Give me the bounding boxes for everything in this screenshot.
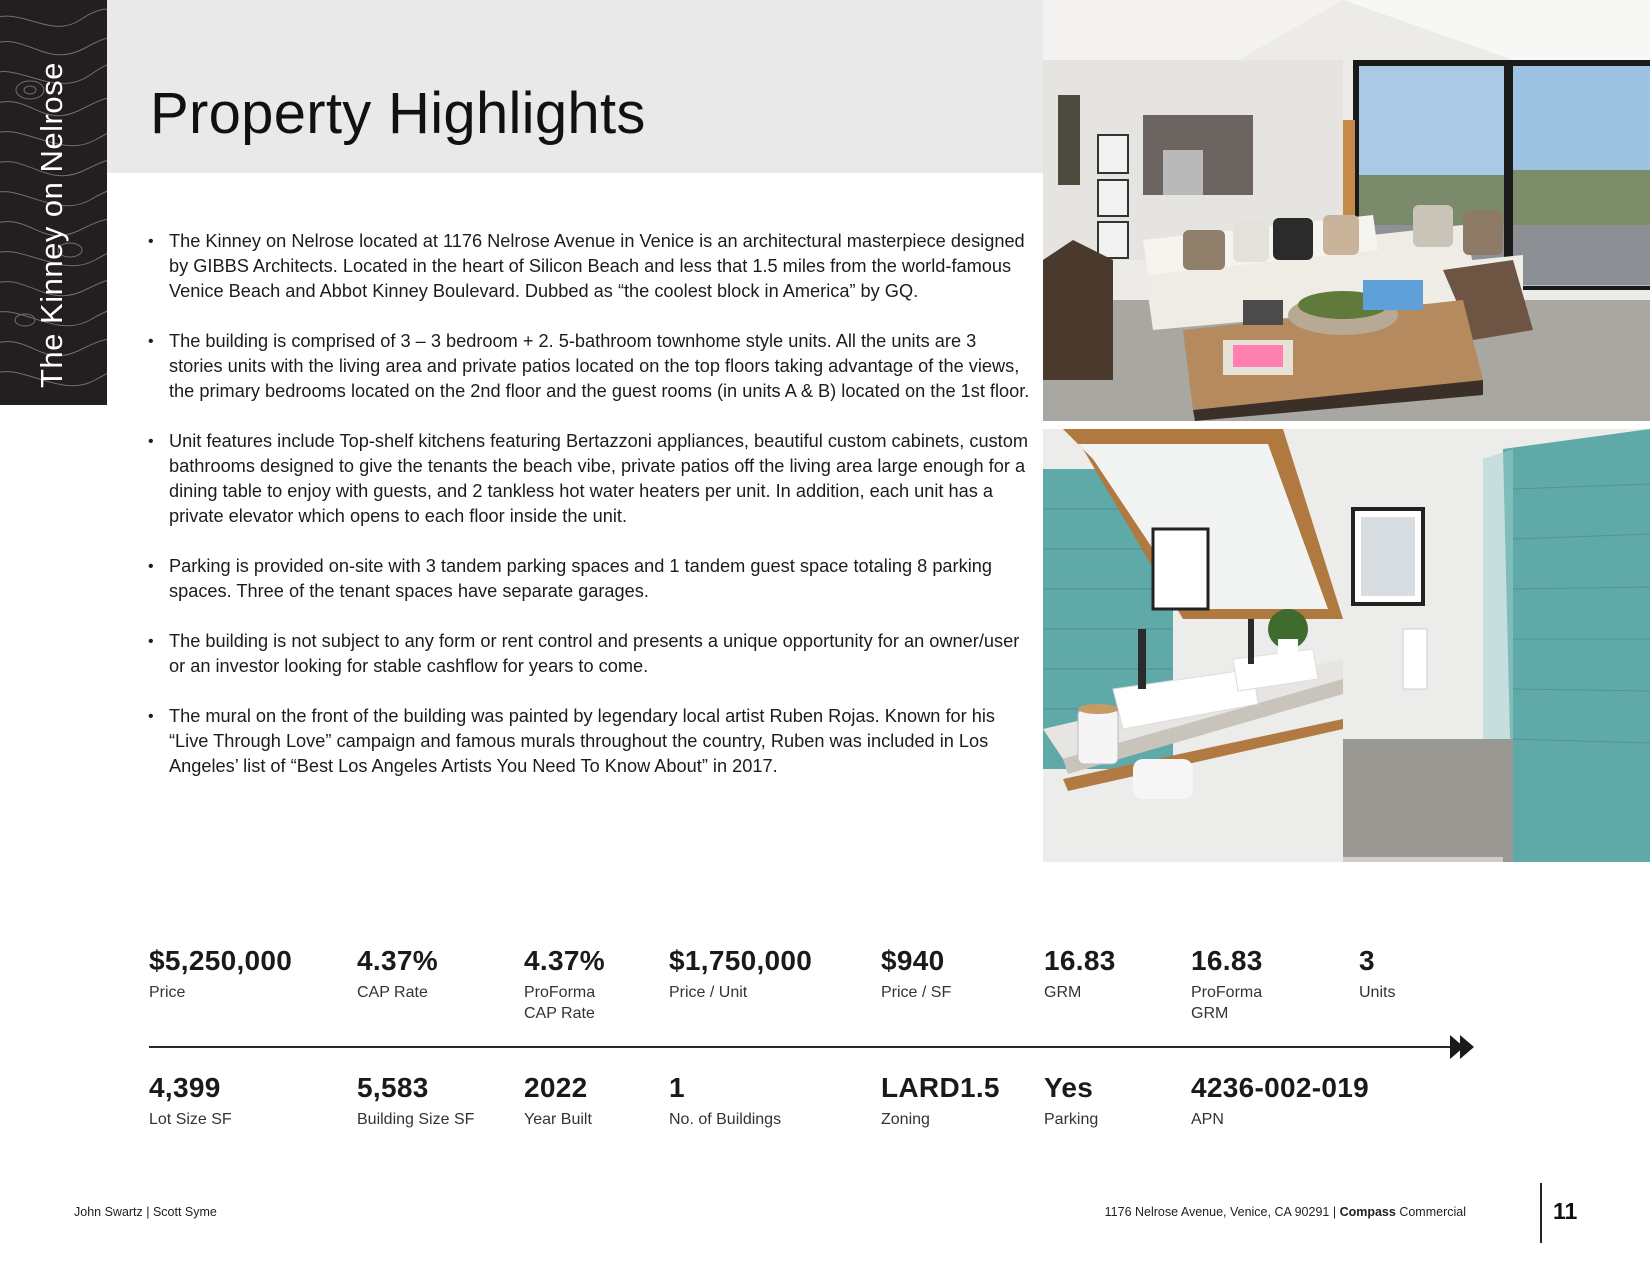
stat-value: 16.83 [1044,945,1116,976]
stat-label: APN [1191,1111,1224,1128]
stat-value: 1 [669,1072,685,1103]
footer-brand-rest: Commercial [1395,1205,1466,1219]
stat-label: ProForma GRM [1191,984,1263,1022]
highlight-item: • The building is not subject to any form or rent control and presents a unique opportunity for an owner/user or an investor looking for stable cashflow for years to come. [148,629,1033,679]
stat-value: $5,250,000 [149,945,293,976]
side-tab [0,0,107,405]
stat-label: No. of Buildings [669,1111,782,1128]
stat-apn [1191,1072,1369,1130]
footer-address [1105,1205,1466,1219]
stat-value: $940 [881,945,945,976]
stat-label: Lot Size SF [149,1111,232,1128]
stat-value: 4,399 [149,1072,221,1103]
arrow-head-icon [1450,1035,1480,1059]
stat-value: 16.83 [1191,945,1263,976]
stat-label: Parking [1044,1111,1099,1128]
highlight-item: • The mural on the front of the building was painted by legendary local artist Ruben Rojas. Known for his “Live Through Love” campaign and famous murals throughout the country, Ruben was included in Los Angeles’ list of “Best Los Angeles Artists You Need To Know About” in 2017. [148,704,1033,779]
stat-units [1359,945,1489,1003]
stat-proforma-grm [1191,945,1281,1024]
stat-label: CAP Rate [357,984,428,1001]
stat-value: 2022 [524,1072,588,1103]
stat-cap-rate [357,945,487,1003]
stat-building-size [357,1072,487,1130]
highlight-item: • Parking is provided on-site with 3 tandem parking spaces and 1 tandem guest space totaling 8 parking spaces. Three of the tenant spaces have separate garages. [148,554,1033,604]
living-room-photo [1043,0,1650,421]
title-band [107,0,1043,173]
stat-label: Units [1359,984,1396,1001]
stat-value: LARD1.5 [881,1072,1000,1103]
stat-price-per-sf [881,945,1011,1003]
highlight-item: • The building is comprised of 3 – 3 bedroom + 2. 5-bathroom townhome style units. All the units are 3 stories units with the living area and private patios located on the top floors taking advantage of the views, the primary bedrooms located on the 2nd floor and the guest rooms (in units A & B) located on the 1st floor. [148,329,1033,404]
stat-label: Price / SF [881,984,952,1001]
footer-agents: John Swartz | Scott Syme [74,1205,217,1219]
stat-parking [1044,1072,1174,1130]
side-tab-label: The Kinney on Nelrose [34,62,69,388]
stat-label: Price / Unit [669,984,748,1001]
stat-year-built [524,1072,654,1130]
stat-proforma-cap-rate [524,945,614,1024]
stat-label: Zoning [881,1111,930,1128]
stat-price [149,945,292,1003]
stat-label: Year Built [524,1111,592,1128]
stat-no-of-buildings [669,1072,829,1130]
highlight-item: • Unit features include Top-shelf kitchens featuring Bertazzoni appliances, beautiful custom cabinets, custom bathrooms designed to give the tenants the beach vibe, private patios off the living area large enough for a dining table to enjoy with guests, and 2 tankless hot water heaters per unit. In addition, each unit has a private elevator which opens to each floor inside the unit. [148,429,1033,529]
bathroom-photo [1043,429,1650,862]
stat-value: 4236-002-019 [1191,1072,1369,1103]
stat-grm [1044,945,1174,1003]
stat-value: Yes [1044,1072,1094,1103]
stat-label: Building Size SF [357,1111,475,1128]
stat-value: 4.37% [357,945,438,976]
stat-value: 4.37% [524,945,605,976]
footer-divider [1540,1183,1542,1243]
timeline-line [149,1046,1459,1048]
stat-label: ProForma CAP Rate [524,984,596,1022]
stat-zoning [881,1072,1011,1130]
stat-label: Price [149,984,186,1001]
highlight-item: • The Kinney on Nelrose located at 1176 Nelrose Avenue in Venice is an architectural masterpiece designed by GIBBS Architects. Located in the heart of Silicon Beach and less that 1.5 miles from the world-famous Venice Beach and Abbot Kinney Boulevard. Dubbed as “the coolest block in America” by GQ. [148,229,1033,304]
highlights-list [148,229,1033,804]
page-number: 11 [1553,1198,1578,1224]
stat-value: 3 [1359,945,1375,976]
stat-price-per-unit [669,945,812,1003]
stat-value: $1,750,000 [669,945,813,976]
footer-brand-bold: Compass [1339,1205,1396,1219]
page-title: Property Highlights [150,81,646,146]
stat-value: 5,583 [357,1072,429,1103]
stat-lot-size [149,1072,279,1130]
footer-address-text: 1176 Nelrose Avenue, Venice, CA 90291 | [1104,1205,1340,1219]
stat-label: GRM [1044,984,1082,1001]
